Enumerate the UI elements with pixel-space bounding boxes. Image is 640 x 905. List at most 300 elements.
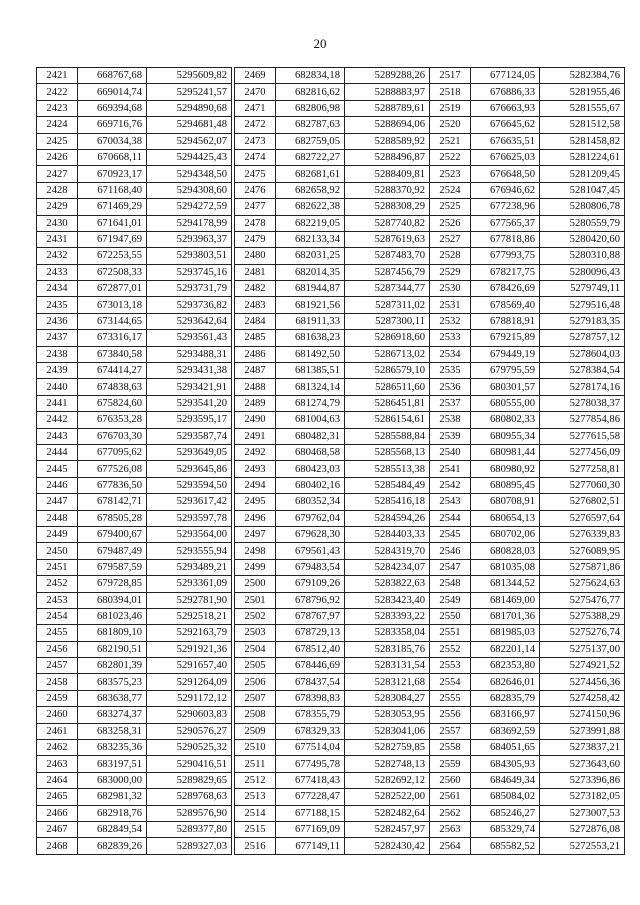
x-coordinate-cell: 677993,75 bbox=[471, 248, 540, 264]
x-coordinate-cell: 680702,06 bbox=[471, 526, 540, 542]
y-coordinate-cell: 5288496,87 bbox=[345, 149, 430, 165]
y-coordinate-cell: 5291921,36 bbox=[147, 641, 232, 657]
point-number-cell: 2495 bbox=[235, 494, 276, 510]
x-coordinate-cell: 681324,14 bbox=[276, 379, 345, 395]
y-coordinate-cell: 5283393,22 bbox=[345, 608, 430, 624]
point-number-cell: 2446 bbox=[37, 477, 78, 493]
y-coordinate-cell: 5295609,82 bbox=[147, 68, 232, 84]
y-coordinate-cell: 5294425,43 bbox=[147, 149, 232, 165]
x-coordinate-cell: 671947,69 bbox=[78, 231, 147, 247]
point-number-cell: 2486 bbox=[235, 346, 276, 362]
x-coordinate-cell: 679587,59 bbox=[78, 559, 147, 575]
x-coordinate-cell: 672877,01 bbox=[78, 281, 147, 297]
point-number-cell: 2501 bbox=[235, 592, 276, 608]
x-coordinate-cell: 683274,37 bbox=[78, 707, 147, 723]
y-coordinate-cell: 5273643,60 bbox=[540, 756, 625, 772]
x-coordinate-cell: 681385,51 bbox=[276, 363, 345, 379]
x-coordinate-cell: 672253,55 bbox=[78, 248, 147, 264]
point-number-cell: 2423 bbox=[37, 100, 78, 116]
y-coordinate-cell: 5283358,04 bbox=[345, 625, 430, 641]
x-coordinate-cell: 680468,58 bbox=[276, 444, 345, 460]
x-coordinate-cell: 673013,18 bbox=[78, 297, 147, 313]
point-number-cell: 2521 bbox=[430, 133, 471, 149]
x-coordinate-cell: 682681,61 bbox=[276, 166, 345, 182]
x-coordinate-cell: 680955,34 bbox=[471, 428, 540, 444]
table-row bbox=[37, 543, 232, 559]
y-coordinate-cell: 5291657,40 bbox=[147, 658, 232, 674]
table-row bbox=[430, 461, 625, 477]
y-coordinate-cell: 5287740,82 bbox=[345, 215, 430, 231]
y-coordinate-cell: 5282748,13 bbox=[345, 756, 430, 772]
table-row bbox=[37, 149, 232, 165]
x-coordinate-cell: 679561,43 bbox=[276, 543, 345, 559]
y-coordinate-cell: 5273991,88 bbox=[540, 723, 625, 739]
y-coordinate-cell: 5283185,76 bbox=[345, 641, 430, 657]
table-row bbox=[430, 477, 625, 493]
y-coordinate-cell: 5286918,60 bbox=[345, 330, 430, 346]
y-coordinate-cell: 5286579,10 bbox=[345, 363, 430, 379]
table-row bbox=[430, 330, 625, 346]
x-coordinate-cell: 681701,36 bbox=[471, 608, 540, 624]
x-coordinate-cell: 683258,31 bbox=[78, 723, 147, 739]
table-row bbox=[235, 149, 430, 165]
y-coordinate-cell: 5286154,61 bbox=[345, 412, 430, 428]
point-number-cell: 2461 bbox=[37, 723, 78, 739]
x-coordinate-cell: 681035,08 bbox=[471, 559, 540, 575]
y-coordinate-cell: 5285513,38 bbox=[345, 461, 430, 477]
y-coordinate-cell: 5284319,70 bbox=[345, 543, 430, 559]
point-number-cell: 2493 bbox=[235, 461, 276, 477]
x-coordinate-cell: 683575,23 bbox=[78, 674, 147, 690]
coordinates-table-right bbox=[429, 67, 625, 855]
x-coordinate-cell: 679215,89 bbox=[471, 330, 540, 346]
x-coordinate-cell: 681911,33 bbox=[276, 313, 345, 329]
point-number-cell: 2548 bbox=[430, 576, 471, 592]
table-row bbox=[235, 248, 430, 264]
y-coordinate-cell: 5294681,48 bbox=[147, 117, 232, 133]
point-number-cell: 2490 bbox=[235, 412, 276, 428]
table-row bbox=[235, 526, 430, 542]
point-number-cell: 2552 bbox=[430, 641, 471, 657]
table-row bbox=[235, 346, 430, 362]
page-number: 20 bbox=[313, 36, 327, 51]
x-coordinate-cell: 669014,74 bbox=[78, 84, 147, 100]
x-coordinate-cell: 681985,03 bbox=[471, 625, 540, 641]
x-coordinate-cell: 682031,25 bbox=[276, 248, 345, 264]
y-coordinate-cell: 5282457,97 bbox=[345, 821, 430, 837]
point-number-cell: 2517 bbox=[430, 68, 471, 84]
point-number-cell: 2467 bbox=[37, 821, 78, 837]
table-row bbox=[37, 248, 232, 264]
x-coordinate-cell: 678398,83 bbox=[276, 690, 345, 706]
point-number-cell: 2434 bbox=[37, 281, 78, 297]
table-row bbox=[235, 412, 430, 428]
point-number-cell: 2535 bbox=[430, 363, 471, 379]
point-number-cell: 2422 bbox=[37, 84, 78, 100]
x-coordinate-cell: 669716,76 bbox=[78, 117, 147, 133]
y-coordinate-cell: 5287311,02 bbox=[345, 297, 430, 313]
point-number-cell: 2564 bbox=[430, 838, 471, 854]
table-row bbox=[235, 543, 430, 559]
y-coordinate-cell: 5293431,38 bbox=[147, 363, 232, 379]
point-number-cell: 2510 bbox=[235, 740, 276, 756]
y-coordinate-cell: 5282692,12 bbox=[345, 772, 430, 788]
y-coordinate-cell: 5293564,00 bbox=[147, 526, 232, 542]
y-coordinate-cell: 5281047,45 bbox=[540, 182, 625, 198]
y-coordinate-cell: 5288308,29 bbox=[345, 199, 430, 215]
table-row bbox=[37, 510, 232, 526]
table-row bbox=[37, 690, 232, 706]
y-coordinate-cell: 5291264,09 bbox=[147, 674, 232, 690]
x-coordinate-cell: 679762,04 bbox=[276, 510, 345, 526]
point-number-cell: 2480 bbox=[235, 248, 276, 264]
y-coordinate-cell: 5289377,80 bbox=[147, 821, 232, 837]
x-coordinate-cell: 681344,52 bbox=[471, 576, 540, 592]
table-row bbox=[430, 215, 625, 231]
table-row bbox=[235, 658, 430, 674]
y-coordinate-cell: 5273182,05 bbox=[540, 789, 625, 805]
table-row bbox=[235, 363, 430, 379]
y-coordinate-cell: 5277854,86 bbox=[540, 412, 625, 428]
point-number-cell: 2458 bbox=[37, 674, 78, 690]
point-number-cell: 2484 bbox=[235, 313, 276, 329]
y-coordinate-cell: 5279749,11 bbox=[540, 281, 625, 297]
point-number-cell: 2449 bbox=[37, 526, 78, 542]
point-number-cell: 2537 bbox=[430, 395, 471, 411]
x-coordinate-cell: 677238,96 bbox=[471, 199, 540, 215]
y-coordinate-cell: 5283131,54 bbox=[345, 658, 430, 674]
x-coordinate-cell: 676353,28 bbox=[78, 412, 147, 428]
y-coordinate-cell: 5293541,20 bbox=[147, 395, 232, 411]
x-coordinate-cell: 682190,51 bbox=[78, 641, 147, 657]
table-row bbox=[235, 494, 430, 510]
y-coordinate-cell: 5274456,36 bbox=[540, 674, 625, 690]
x-coordinate-cell: 681809,10 bbox=[78, 625, 147, 641]
x-coordinate-cell: 678796,92 bbox=[276, 592, 345, 608]
x-coordinate-cell: 682835,79 bbox=[471, 690, 540, 706]
point-number-cell: 2497 bbox=[235, 526, 276, 542]
point-number-cell: 2532 bbox=[430, 313, 471, 329]
point-number-cell: 2518 bbox=[430, 84, 471, 100]
point-number-cell: 2507 bbox=[235, 690, 276, 706]
x-coordinate-cell: 682722,27 bbox=[276, 149, 345, 165]
table-row bbox=[430, 510, 625, 526]
table-row bbox=[37, 723, 232, 739]
x-coordinate-cell: 680394,01 bbox=[78, 592, 147, 608]
x-coordinate-cell: 678569,40 bbox=[471, 297, 540, 313]
table-row bbox=[430, 412, 625, 428]
table-row bbox=[430, 805, 625, 821]
y-coordinate-cell: 5293361,09 bbox=[147, 576, 232, 592]
table-row bbox=[37, 461, 232, 477]
table-row bbox=[430, 346, 625, 362]
x-coordinate-cell: 679628,30 bbox=[276, 526, 345, 542]
y-coordinate-cell: 5288589,92 bbox=[345, 133, 430, 149]
x-coordinate-cell: 678217,75 bbox=[471, 264, 540, 280]
point-number-cell: 2556 bbox=[430, 707, 471, 723]
table-row bbox=[235, 723, 430, 739]
y-coordinate-cell: 5284234,07 bbox=[345, 559, 430, 575]
point-number-cell: 2563 bbox=[430, 821, 471, 837]
coordinates-table-middle bbox=[234, 67, 430, 855]
table-row bbox=[430, 608, 625, 624]
y-coordinate-cell: 5293731,79 bbox=[147, 281, 232, 297]
x-coordinate-cell: 682201,14 bbox=[471, 641, 540, 657]
table-row bbox=[235, 559, 430, 575]
point-number-cell: 2505 bbox=[235, 658, 276, 674]
y-coordinate-cell: 5292518,21 bbox=[147, 608, 232, 624]
x-coordinate-cell: 684051,65 bbox=[471, 740, 540, 756]
x-coordinate-cell: 670034,38 bbox=[78, 133, 147, 149]
x-coordinate-cell: 677228,47 bbox=[276, 789, 345, 805]
table-row bbox=[430, 772, 625, 788]
y-coordinate-cell: 5278757,12 bbox=[540, 330, 625, 346]
point-number-cell: 2452 bbox=[37, 576, 78, 592]
y-coordinate-cell: 5293421,91 bbox=[147, 379, 232, 395]
y-coordinate-cell: 5277258,81 bbox=[540, 461, 625, 477]
point-number-cell: 2531 bbox=[430, 297, 471, 313]
point-number-cell: 2514 bbox=[235, 805, 276, 821]
x-coordinate-cell: 677565,37 bbox=[471, 215, 540, 231]
x-coordinate-cell: 683000,00 bbox=[78, 772, 147, 788]
x-coordinate-cell: 682981,32 bbox=[78, 789, 147, 805]
y-coordinate-cell: 5277456,09 bbox=[540, 444, 625, 460]
point-number-cell: 2429 bbox=[37, 199, 78, 215]
x-coordinate-cell: 685246,27 bbox=[471, 805, 540, 821]
point-number-cell: 2526 bbox=[430, 215, 471, 231]
x-coordinate-cell: 670668,11 bbox=[78, 149, 147, 165]
y-coordinate-cell: 5277615,58 bbox=[540, 428, 625, 444]
y-coordinate-cell: 5275276,74 bbox=[540, 625, 625, 641]
point-number-cell: 2453 bbox=[37, 592, 78, 608]
y-coordinate-cell: 5275476,77 bbox=[540, 592, 625, 608]
table-row bbox=[37, 444, 232, 460]
table-row bbox=[430, 199, 625, 215]
y-coordinate-cell: 5274921,52 bbox=[540, 658, 625, 674]
table-row bbox=[430, 740, 625, 756]
point-number-cell: 2441 bbox=[37, 395, 78, 411]
y-coordinate-cell: 5294348,50 bbox=[147, 166, 232, 182]
x-coordinate-cell: 676648,50 bbox=[471, 166, 540, 182]
y-coordinate-cell: 5283053,95 bbox=[345, 707, 430, 723]
point-number-cell: 2524 bbox=[430, 182, 471, 198]
table-row bbox=[37, 84, 232, 100]
point-number-cell: 2499 bbox=[235, 559, 276, 575]
x-coordinate-cell: 680654,13 bbox=[471, 510, 540, 526]
point-number-cell: 2561 bbox=[430, 789, 471, 805]
x-coordinate-cell: 680352,34 bbox=[276, 494, 345, 510]
table-row bbox=[37, 625, 232, 641]
point-number-cell: 2528 bbox=[430, 248, 471, 264]
x-coordinate-cell: 671641,01 bbox=[78, 215, 147, 231]
table-row bbox=[430, 838, 625, 854]
table-row bbox=[37, 100, 232, 116]
point-number-cell: 2489 bbox=[235, 395, 276, 411]
table-row bbox=[430, 707, 625, 723]
point-number-cell: 2443 bbox=[37, 428, 78, 444]
point-number-cell: 2438 bbox=[37, 346, 78, 362]
table-row bbox=[430, 674, 625, 690]
table-row bbox=[235, 231, 430, 247]
x-coordinate-cell: 673840,58 bbox=[78, 346, 147, 362]
x-coordinate-cell: 680895,45 bbox=[471, 477, 540, 493]
y-coordinate-cell: 5293642,64 bbox=[147, 313, 232, 329]
point-number-cell: 2485 bbox=[235, 330, 276, 346]
point-number-cell: 2421 bbox=[37, 68, 78, 84]
table-row bbox=[430, 559, 625, 575]
y-coordinate-cell: 5279183,35 bbox=[540, 313, 625, 329]
table-row bbox=[430, 576, 625, 592]
y-coordinate-cell: 5290416,51 bbox=[147, 756, 232, 772]
table-row bbox=[430, 641, 625, 657]
y-coordinate-cell: 5289768,63 bbox=[147, 789, 232, 805]
point-number-cell: 2468 bbox=[37, 838, 78, 854]
point-number-cell: 2551 bbox=[430, 625, 471, 641]
y-coordinate-cell: 5290576,27 bbox=[147, 723, 232, 739]
x-coordinate-cell: 673144,65 bbox=[78, 313, 147, 329]
table-row bbox=[430, 789, 625, 805]
x-coordinate-cell: 678446,69 bbox=[276, 658, 345, 674]
x-coordinate-cell: 682219,05 bbox=[276, 215, 345, 231]
table-row bbox=[235, 133, 430, 149]
x-coordinate-cell: 677418,43 bbox=[276, 772, 345, 788]
point-number-cell: 2462 bbox=[37, 740, 78, 756]
y-coordinate-cell: 5293649,05 bbox=[147, 444, 232, 460]
x-coordinate-cell: 682759,05 bbox=[276, 133, 345, 149]
x-coordinate-cell: 680708,91 bbox=[471, 494, 540, 510]
y-coordinate-cell: 5285416,18 bbox=[345, 494, 430, 510]
y-coordinate-cell: 5294308,60 bbox=[147, 182, 232, 198]
x-coordinate-cell: 669394,68 bbox=[78, 100, 147, 116]
table-row bbox=[37, 428, 232, 444]
y-coordinate-cell: 5280310,88 bbox=[540, 248, 625, 264]
point-number-cell: 2516 bbox=[235, 838, 276, 854]
point-number-cell: 2543 bbox=[430, 494, 471, 510]
x-coordinate-cell: 682801,39 bbox=[78, 658, 147, 674]
x-coordinate-cell: 680980,92 bbox=[471, 461, 540, 477]
point-number-cell: 2519 bbox=[430, 100, 471, 116]
table-row bbox=[37, 166, 232, 182]
y-coordinate-cell: 5289829,65 bbox=[147, 772, 232, 788]
y-coordinate-cell: 5288883,97 bbox=[345, 84, 430, 100]
x-coordinate-cell: 677169,09 bbox=[276, 821, 345, 837]
table-row bbox=[37, 674, 232, 690]
y-coordinate-cell: 5280420,60 bbox=[540, 231, 625, 247]
y-coordinate-cell: 5278038,37 bbox=[540, 395, 625, 411]
table-row bbox=[37, 215, 232, 231]
point-number-cell: 2472 bbox=[235, 117, 276, 133]
x-coordinate-cell: 678142,71 bbox=[78, 494, 147, 510]
point-number-cell: 2542 bbox=[430, 477, 471, 493]
y-coordinate-cell: 5273007,53 bbox=[540, 805, 625, 821]
x-coordinate-cell: 678329,33 bbox=[276, 723, 345, 739]
point-number-cell: 2553 bbox=[430, 658, 471, 674]
y-coordinate-cell: 5281224,61 bbox=[540, 149, 625, 165]
y-coordinate-cell: 5293597,78 bbox=[147, 510, 232, 526]
table-row bbox=[430, 821, 625, 837]
y-coordinate-cell: 5293489,21 bbox=[147, 559, 232, 575]
point-number-cell: 2529 bbox=[430, 264, 471, 280]
y-coordinate-cell: 5279516,48 bbox=[540, 297, 625, 313]
y-coordinate-cell: 5289288,26 bbox=[345, 68, 430, 84]
table-row bbox=[235, 756, 430, 772]
table-row bbox=[235, 182, 430, 198]
point-number-cell: 2471 bbox=[235, 100, 276, 116]
point-number-cell: 2463 bbox=[37, 756, 78, 772]
point-number-cell: 2555 bbox=[430, 690, 471, 706]
table-row bbox=[37, 658, 232, 674]
y-coordinate-cell: 5293488,31 bbox=[147, 346, 232, 362]
table-row bbox=[235, 510, 430, 526]
x-coordinate-cell: 683638,77 bbox=[78, 690, 147, 706]
table-row bbox=[37, 346, 232, 362]
table-row bbox=[430, 723, 625, 739]
point-number-cell: 2455 bbox=[37, 625, 78, 641]
y-coordinate-cell: 5282482,64 bbox=[345, 805, 430, 821]
point-number-cell: 2466 bbox=[37, 805, 78, 821]
x-coordinate-cell: 680423,03 bbox=[276, 461, 345, 477]
point-number-cell: 2540 bbox=[430, 444, 471, 460]
point-number-cell: 2456 bbox=[37, 641, 78, 657]
point-number-cell: 2481 bbox=[235, 264, 276, 280]
point-number-cell: 2554 bbox=[430, 674, 471, 690]
y-coordinate-cell: 5292163,79 bbox=[147, 625, 232, 641]
table-row bbox=[235, 379, 430, 395]
x-coordinate-cell: 678729,13 bbox=[276, 625, 345, 641]
x-coordinate-cell: 677149,11 bbox=[276, 838, 345, 854]
x-coordinate-cell: 676635,51 bbox=[471, 133, 540, 149]
point-number-cell: 2541 bbox=[430, 461, 471, 477]
table-row bbox=[430, 428, 625, 444]
y-coordinate-cell: 5284403,33 bbox=[345, 526, 430, 542]
x-coordinate-cell: 682658,92 bbox=[276, 182, 345, 198]
table-row bbox=[235, 477, 430, 493]
y-coordinate-cell: 5275871,86 bbox=[540, 559, 625, 575]
point-number-cell: 2508 bbox=[235, 707, 276, 723]
y-coordinate-cell: 5278174,16 bbox=[540, 379, 625, 395]
y-coordinate-cell: 5284594,26 bbox=[345, 510, 430, 526]
x-coordinate-cell: 676703,30 bbox=[78, 428, 147, 444]
table-row bbox=[430, 166, 625, 182]
y-coordinate-cell: 5293803,51 bbox=[147, 248, 232, 264]
table-row bbox=[235, 805, 430, 821]
y-coordinate-cell: 5288694,06 bbox=[345, 117, 430, 133]
point-number-cell: 2545 bbox=[430, 526, 471, 542]
x-coordinate-cell: 681492,50 bbox=[276, 346, 345, 362]
table-row bbox=[430, 494, 625, 510]
point-number-cell: 2494 bbox=[235, 477, 276, 493]
x-coordinate-cell: 679728,85 bbox=[78, 576, 147, 592]
y-coordinate-cell: 5281555,67 bbox=[540, 100, 625, 116]
table-row bbox=[430, 625, 625, 641]
x-coordinate-cell: 682133,34 bbox=[276, 231, 345, 247]
table-row bbox=[37, 494, 232, 510]
point-number-cell: 2479 bbox=[235, 231, 276, 247]
table-row bbox=[430, 395, 625, 411]
table-row bbox=[235, 740, 430, 756]
y-coordinate-cell: 5294890,68 bbox=[147, 100, 232, 116]
y-coordinate-cell: 5285588,84 bbox=[345, 428, 430, 444]
point-number-cell: 2475 bbox=[235, 166, 276, 182]
point-number-cell: 2513 bbox=[235, 789, 276, 805]
table-row bbox=[37, 379, 232, 395]
y-coordinate-cell: 5290603,83 bbox=[147, 707, 232, 723]
y-coordinate-cell: 5276597,64 bbox=[540, 510, 625, 526]
point-number-cell: 2544 bbox=[430, 510, 471, 526]
point-number-cell: 2428 bbox=[37, 182, 78, 198]
point-number-cell: 2504 bbox=[235, 641, 276, 657]
x-coordinate-cell: 682787,63 bbox=[276, 117, 345, 133]
